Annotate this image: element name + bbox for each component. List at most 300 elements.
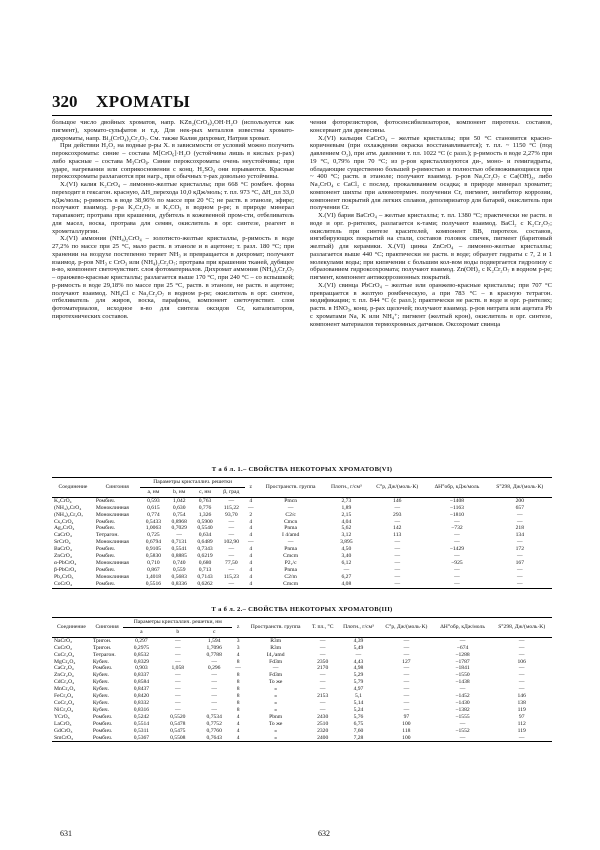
table-cell: 0,6794 [145,539,162,546]
table-cell: 2400 [307,735,337,742]
table-cell: α-PbCrO₄ [54,559,77,566]
table-cell: 0,680 [198,559,212,566]
table-cell: 0,593 [147,497,160,504]
table-cell: — [211,693,217,700]
page-header [52,92,552,114]
table-cell: — [394,518,401,525]
table-cell: » [274,706,278,713]
table-cell: 0,740 [172,559,186,566]
table-cell: 0,5475 [170,727,186,734]
table-cell: Кубич. [92,658,109,665]
table-row [52,637,552,644]
table-cell: 0,776 [198,504,212,511]
table-cell: ZnCr₂O₄ [54,672,74,679]
table-cell: 0,6489 [197,539,213,546]
table-cell: 118 [402,727,411,734]
table-cell: Ромбич. [95,566,116,573]
footer-page-left: 631 [60,829,72,838]
table-cell: — [459,686,466,693]
table-cell: Моноклинная [95,559,129,566]
table-cell: 0,903 [135,665,148,672]
table-cell: — [174,651,181,658]
table-cell: Кубич. [92,686,109,693]
table-cell: 0,2975 [133,644,150,651]
table-cell: Ромбич. [95,546,116,553]
table-cell: GdCrO₃ [54,727,73,734]
table-cell: −732 [451,525,463,532]
th-dh: ΔH°обр, кДж/моль [434,618,492,638]
table-cell: 100 [379,735,434,742]
header-rule [52,115,552,116]
table-cell: — [518,679,525,686]
table-cell: — [287,504,294,511]
table-cell: Тригон. [92,637,112,644]
table-cell: CuCr₂O₄ [54,651,75,658]
page-number: 320 [52,92,78,111]
table-cell: То же [268,679,283,686]
table-cell: R3m [270,637,282,644]
table-cell: 3 [236,637,240,644]
table-cell: 4 [249,497,253,504]
table-cell: 0,634 [198,532,212,539]
table-cell: 8 [236,699,240,706]
table-cell: Ромбич. [95,525,116,532]
table-cell: — [516,539,523,546]
table-cell: 4 [249,566,253,573]
table-cell: 2170 [317,665,329,672]
table-cell: 0,7643 [196,735,232,742]
table-cell: I 4/amd [282,532,300,539]
table-cell: YCrO₃ [54,713,70,720]
table-cell: 3 [236,644,240,651]
table-cell: Моноклинная [95,511,129,518]
table-cell: 4,08 [324,581,368,588]
table-cell: β-PbCrO₄ [54,566,77,573]
table-cell: 0,754 [172,511,186,518]
table-cell: — [218,581,245,588]
table-cell: 218 [515,525,524,532]
table-cell: 112 [517,720,526,727]
table-cell: 8 [236,693,240,700]
table-cell: 0,297 [135,637,148,644]
table-cell: — [211,679,217,686]
table-cell: 0,7752 [206,720,222,727]
table-cell: » [274,693,278,700]
table-cell: Pb₂CrO₅ [54,573,74,580]
table-row [52,497,552,504]
table-cell: 146 [393,497,402,504]
table-cell: — [518,686,525,693]
table-cell: Cmcn [283,518,298,525]
table-cell: — [211,686,217,693]
table-cell: Моноклинная [95,573,129,580]
table-cell: — [174,658,181,665]
table-row [52,693,552,700]
table-cell: 142 [393,525,402,532]
table-cell: 0,8885 [171,553,187,560]
table-cell: — [287,539,294,546]
paragraph: X.(VI) кальция CaCrO₄ – желтые кристаллы; при 50 °C становится красно-коричневым (при охлаждении окраска восстанавливается); т. пл. ~ 1150 °C (под давлением O₂), при атм. давлении т. пл. 1022 °C (с разл.); р-римость в воде 2,27% при 19 °C, 0,79% при 70 °C; из р-ров кристаллизуются ди-, моно- и гемигидраты, обладающие существенно большей р-римостью и полностью обезвоживающиеся при ~ 400 °C; раств. в этаноле; получают взаимод. р-ров Na₂Cr₂O₇ с Ca(OH)₂, либо Na₂CrO₄ с CaCl₂ с послед. прокаливанием осадка; в природе минерал хроматит; компонент шихты при алюмотермич. получении Cr, пигмент, ингибитор коррозии, компонент покрытий для легких сплавов, деполяризатор для батарей, окислитель при получении Cr. [310,134,552,212]
table-cell: Pnma [284,566,297,573]
table-cell: R3m [270,644,282,651]
table-cell: 146 [517,693,526,700]
paragraph: X.(VI) калия K₂CrO₄ – лимонно-желтые кристаллы; при 668 °C ромбич. форма переходит в гексагон. красную, ΔH_перехода 10,0 кДж/моль; т. пл. 973 °C, ΔH_пл 33,0 кДж/моль; р-римость в воде 38,96% по массе при 20 °C; не раств. в этаноле, эфире; получают взаимод. p-ра K₂Cr₂O₇ и K₂CO₃ в водном р-ре; в природе минерал тарапакоит; протрава при крашении, дубитель в кожевенной пром-сти, отбеливатель для масел, воска, протрава для семян, окислитель в орг. синтезе, реагент в хрометаллургии. [52,181,294,235]
table-cell: 3,12 [341,532,352,539]
table-cell: 4 [249,532,253,539]
table-row [52,519,552,526]
table-row [52,532,552,539]
table-cell: Кубич. [92,679,109,686]
table-cell: −1163 [449,504,464,511]
table-cell: 2,15 [341,511,352,518]
table-cell: 5,24 [353,706,364,713]
table-cell: 0,5508 [160,735,196,742]
table-row [52,539,552,546]
table-cell: — [459,720,466,727]
table-cell: 0,5311 [133,727,149,734]
table-cell: 0,763 [198,497,212,504]
table-cell: 0,7534 [206,713,222,720]
table-cell: Ромбич. [92,727,113,734]
table-cell: — [174,637,181,644]
table-cell: — [403,699,410,706]
table-row [52,512,552,519]
table-cell: −1429 [449,546,465,553]
table-cell: — [434,735,492,742]
table-row [52,707,552,714]
table-cell: 0,5683 [171,573,187,580]
table-cell: 2430 [317,713,329,720]
table-cell: — [343,566,350,573]
table-cell: — [403,665,410,672]
table-cell: Ромбич. [94,581,141,588]
table-cell: −1555 [455,713,470,720]
table-cell: — [516,573,523,580]
table-cell: 4 [245,581,257,588]
table-cell: CaCrO₄ [54,532,72,539]
table-row [52,679,552,686]
table-cell: 1,4018 [145,573,162,580]
th-space-group: Пространств. группа [257,478,325,498]
table-cell: 2510 [317,720,329,727]
table-cell: 0,559 [172,566,186,573]
th-z: z [232,618,243,638]
table-cell: 0,7760 [206,727,222,734]
table-cell: 0,7029 [171,525,187,532]
table-cell: — [403,637,410,644]
table-cell: Ромбич. [95,518,116,525]
table-row [52,505,552,512]
table-cell: — [228,546,235,553]
table-cell: 0,296 [207,665,221,672]
table-cell: 4,97 [353,686,364,693]
table-cell: CoCr₂O₄ [54,699,75,706]
table-cell: 119 [517,727,526,734]
table-cell: 0,7788 [206,651,222,658]
table-cell: — [518,672,525,679]
table-cell: 1,89 [341,504,352,511]
table-cell: 0,6262 [192,581,218,588]
table-cell: 6,12 [341,559,352,566]
table-cell: Моноклинная [95,539,129,546]
table-cell: — [403,644,410,651]
table-row [52,665,552,672]
table-cell: −1288 [455,651,470,658]
table1-body [52,497,552,588]
table-cell: » [274,699,278,706]
table-cell: 8 [236,686,240,693]
table-cell: 0,5900 [197,518,213,525]
th-density: Плотн., г/см³ [338,618,379,638]
table-cell: » [274,727,278,734]
table-cell: — [319,686,326,693]
table-cell: 0,8437 [133,686,150,693]
table-cell: Тетрагон. [95,532,119,539]
table-cell: 0,7131 [171,539,187,546]
table-cell: 0,630 [172,504,186,511]
table-cell: 134 [515,532,524,539]
table-cell: Pmcn [284,497,297,504]
footer-page-right: 632 [318,829,330,838]
table-cell: 4 [232,735,243,742]
table-cell: 172 [515,546,524,553]
table-cell: — [403,706,410,713]
table-cell: 1,0063 [145,525,162,532]
table-cell: — [174,679,181,686]
table-cell: Кубич. [92,699,109,706]
table2-body [52,637,552,742]
table-cell: — [454,553,460,560]
table-cell: — [228,532,235,539]
table-cell: I4₁/amd [266,651,285,658]
table-cell: 4 [249,546,253,553]
table-cell: Ромбич. [92,713,113,720]
table-row [52,553,552,560]
th-a: a, нм [140,487,166,497]
table-cell: 5,79 [353,679,364,686]
table-row [52,581,552,588]
table-cell: — [174,693,181,700]
table-cell: Pnma [284,525,297,532]
table-cell: 0,5540 [197,525,213,532]
table-cell: (NH₄)₂Cr₂O₇ [54,511,84,518]
table-cell: 127 [402,658,411,665]
table-cell: ZnCrO₄ [54,553,72,560]
th-mp: Т. пл., °С [307,618,337,638]
table-cell: 8 [236,679,240,686]
table-cell: 4,50 [341,546,352,553]
table-row [52,735,552,742]
table-cell: — [454,539,460,546]
table-cell: 115,23 [223,573,239,580]
th-a: a [123,627,159,637]
table-cell: Cs₂CrO₄ [54,518,74,525]
table-cell: BaCrO₄ [54,546,72,553]
th-c: c [196,627,232,637]
table-row [52,728,552,735]
table-cell: 77,50 [225,559,238,566]
paragraph: больщое число двойных хроматов, напр. KZn₂(CrO₄)₂OH·H₂O (используется как пигмент), хромато-сульфатов и т.д. Для нек-рых металлов известны хромато-дихроматы, напр. Bi₂(CrO₄)₂Cr₂O₇. См. также Калия дихромат, Натрия хромат. [52,119,294,142]
table-cell: — [394,553,401,560]
table-cell: CoCrO₄ [52,581,94,588]
table-cell: — [319,679,326,686]
table-cell: 0,867 [147,566,160,573]
table-cell: — [516,518,523,525]
table-cell: −1841 [455,665,470,672]
table-cell: 138 [517,699,526,706]
table-cell: 8 [236,706,240,713]
table-cell: Ромбич. [92,720,113,727]
table-cell: — [518,644,525,651]
paragraph: При действии H₂O₂ на водные р-ры X. в зависимости от условий можно получить пероксохроматы: синие – состава M[CrO₆]·H₂O (устойчивы лишь в кислых р-рах) либо красные – состава M₃CrO₈. Синие пероксохроматы очень неустойчивы; при ударе, нагревании или соприкосновении с конц. H₂SO₄ они взрываются. Красные пероксохроматы разлагаются при нагр., при обычных т-рах довольно устойчивы. [52,142,294,181]
table-cell: 5,29 [353,672,364,679]
table-row [52,700,552,707]
table-cell: 0,615 [147,504,160,511]
paragraph: X.(VI) свинца PbCrO₄ – желтые или оранжево-красные кристаллы; при 707 °C превращается в желтую ромбическую, а при 783 °C – в красную тетрагон. модификации; т. пл. 844 °C (с разл.); практически не раств. в воде и орг. р-рителях; раств. в HNO₃, конц. р-рах щелочей; получают взаимод. р-ров нитрата или ацетата Pb с хроматами Na, K или NH₄⁺; пигмент (желтый крон), окислитель в орг. синтезе, компонент материалов термохромных датчиков. Оксохромат свинца [310,281,552,328]
table-cell: — [228,518,235,525]
table-cell: 0,5433 [145,518,162,525]
table-cell: — [516,566,523,573]
table-cell: — [368,581,426,588]
table-cell: — [491,735,552,742]
table-cell: — [394,546,401,553]
th-z: z [245,478,257,498]
table-cell: 5,49 [353,644,364,651]
table-cell: — [403,686,410,693]
table-cell: 4,04 [341,518,352,525]
table-cell: — [459,637,466,644]
table-cell: Тетрагон. [92,651,116,658]
table-cell: C2/c [285,511,296,518]
table-cell: 0,7343 [197,546,213,553]
table-cell: 0,5520 [170,713,186,720]
table-cell: MnCr₂O₄ [54,686,76,693]
table-cell: 4 [236,651,240,658]
table-cell: 5,14 [353,699,364,706]
table-cell: 657 [515,504,524,511]
table-cell: 113 [393,532,402,539]
table-cell: −1408 [449,497,465,504]
table-cell: −1438 [455,679,470,686]
table-cell: 5,76 [353,713,364,720]
table-cell: — [228,497,235,504]
table-cell: — [211,658,217,665]
th-compound: Соединение [52,478,94,498]
table-cell: 0,725 [147,532,160,539]
table-cell: 0,774 [147,511,160,518]
table-cell: — [228,525,235,532]
table-cell: — [228,553,235,560]
table-cell: Ромбич. [95,497,116,504]
paragraph: X.(VI) бария BaCrO₄ – желтые кристаллы; т. пл. 1380 °C; практически не раств. в воде и орг. р-рителях, разлагается к-тами; получают взаимод. BaCl₂ с K₂Cr₂O₇; окислитель при синтезе красителей, компонент ВВ, пиротехн. составов, ингибирующих покрытий на стали, составов головок спичек, пигмент (баритовый желтый) для керамики. X.(VI) цинка ZnCrO₄ – лимонно-желтые кристаллы; разлагается выше 440 °C; практически не раств. в воде; образует гидраты с 7, 2 и 1 молекулами воды; при кипячении с большим кол-вом воды подвергается гидролизу с образованием гидроксохромата; получают взаимод. Zn(OH)₂ с K₂Cr₂O₇ в водном р-ре; пигмент, компонент антикоррозионных покрытий. [310,212,552,281]
table-cell: — [174,706,181,713]
table-cell: 0,8420 [133,693,150,700]
table-cell: 2350 [317,658,329,665]
table-cell: −1382 [455,706,470,713]
th-cp: C°p, Дж/(моль·K) [379,618,434,638]
table-cell: 0,8532 [133,651,150,658]
table-cell: 0,8316 [133,706,150,713]
table-cell: 119 [517,706,526,713]
table-cell: — [211,699,217,706]
table-cell: 0,7143 [197,573,213,580]
table-cell: P2₁/c [284,559,297,566]
table-cell: — [518,651,525,658]
table2-caption: Т а б л. 2.– СВОЙСТВА НЕКОТОРЫХ ХРОМАТОВ(III) [211,606,393,613]
table-cell: Pbnm [269,713,283,720]
table-cell: 0,6219 [197,553,213,560]
table-cell: 0,5516 [140,581,166,588]
table-cell: 4 [236,720,240,727]
th-s: S°298, Дж/(моль·K) [488,478,552,498]
table-cell: — [247,504,254,511]
table-cell: То же [268,720,283,727]
table-cell: 97 [518,713,525,720]
table-cell: −925 [451,559,463,566]
table-cell: 4 [249,559,253,566]
th-space-group: Пространств. группа [244,618,308,638]
table-row [52,567,552,574]
table-cell: Fd3m [269,658,283,665]
table-cell: 0,713 [198,566,212,573]
table-cell: 1,326 [198,511,212,518]
table-cell: LaCrO₃ [54,720,72,727]
table-cell: — [454,518,460,525]
table-cell: 0,5242 [133,713,150,720]
table-cell: — [403,651,410,658]
table-cell: 5,62 [341,525,352,532]
table2 [52,617,552,742]
running-title: ХРОМАТЫ [96,92,191,111]
table-cell: — [355,651,362,658]
table-cell: Кубич. [92,693,109,700]
table-cell: 2320 [317,727,329,734]
table-row [52,546,552,553]
table-cell: — [394,504,401,511]
table1 [52,477,552,589]
table-cell: 7,28 [338,735,379,742]
table-cell: Cmcm [257,581,325,588]
table-cell: NaCrO₂ [54,637,73,644]
table-cell: » [274,686,278,693]
table-row [52,659,552,666]
table-cell: Моноклинная [95,504,129,511]
table-cell: SrCrO₄ [54,539,71,546]
table-cell: 0,8584 [133,679,150,686]
table-cell: — [426,581,487,588]
paragraph: X.(VI) аммония (NH₄)₂CrO₄ – золотисто-желтые кристаллы, р-римость в воде 27,2% по массе при 25 °C, мало раств. в этаноле и в ацетоне; т. разл. 180 °C; при хранении на воздухе постепенно теряет NH₃ и превращается в дихромат; получают взаимод. р-ров NH₃ с CrO₃ или (NH₄)₂Cr₂O₇; протрава при крашении тканей, дубящее в-во, компонент светочувствит. слоя фотоматериалов. Дихромат аммония (NH₄)₂Cr₂O₇ – оранжево-красные кристаллы; разлагается выше 170 °C, при 240 °C – со вспышкой; р-римость в воде 29,18% по массе при 25 °C, раств. в этаноле, не раств. в ацетоне; получают взаимод. NH₄Cl с Na₂Cr₂O₇ в водном р-ре; окислитель в орг. синтезе, отбеливатель для жиров, воска, парафина, компонент светочувствит. слоя фотоматериалов, исходное в-во для синтеза оксидов Cr, катализаторов, пиротехнических составов. [52,235,294,320]
table-row [52,714,552,721]
table-row [52,574,552,581]
table-cell: 5,1 [354,693,362,700]
table-cell: Ромбич. [95,553,116,560]
table-row [52,525,552,532]
table-cell: FeCr₂O₄ [54,693,74,700]
table-cell: — [319,672,326,679]
table-cell: 4 [249,573,253,580]
table-cell: — [516,553,523,560]
table1-caption: Т а б л. 1.– СВОЙСТВА НЕКОТОРЫХ ХРОМАТОВ(VI) [211,466,393,473]
table-cell: — [518,637,525,644]
table-cell: −1810 [449,511,465,518]
table-cell: 97 [403,713,410,720]
table-cell: 4 [236,727,240,734]
table-cell: 7,60 [353,727,364,734]
table-cell: — [518,665,525,672]
table-cell: 102,90 [223,539,240,546]
table-cell: 4 [249,553,253,560]
table-cell: 0,8336 [166,581,192,588]
